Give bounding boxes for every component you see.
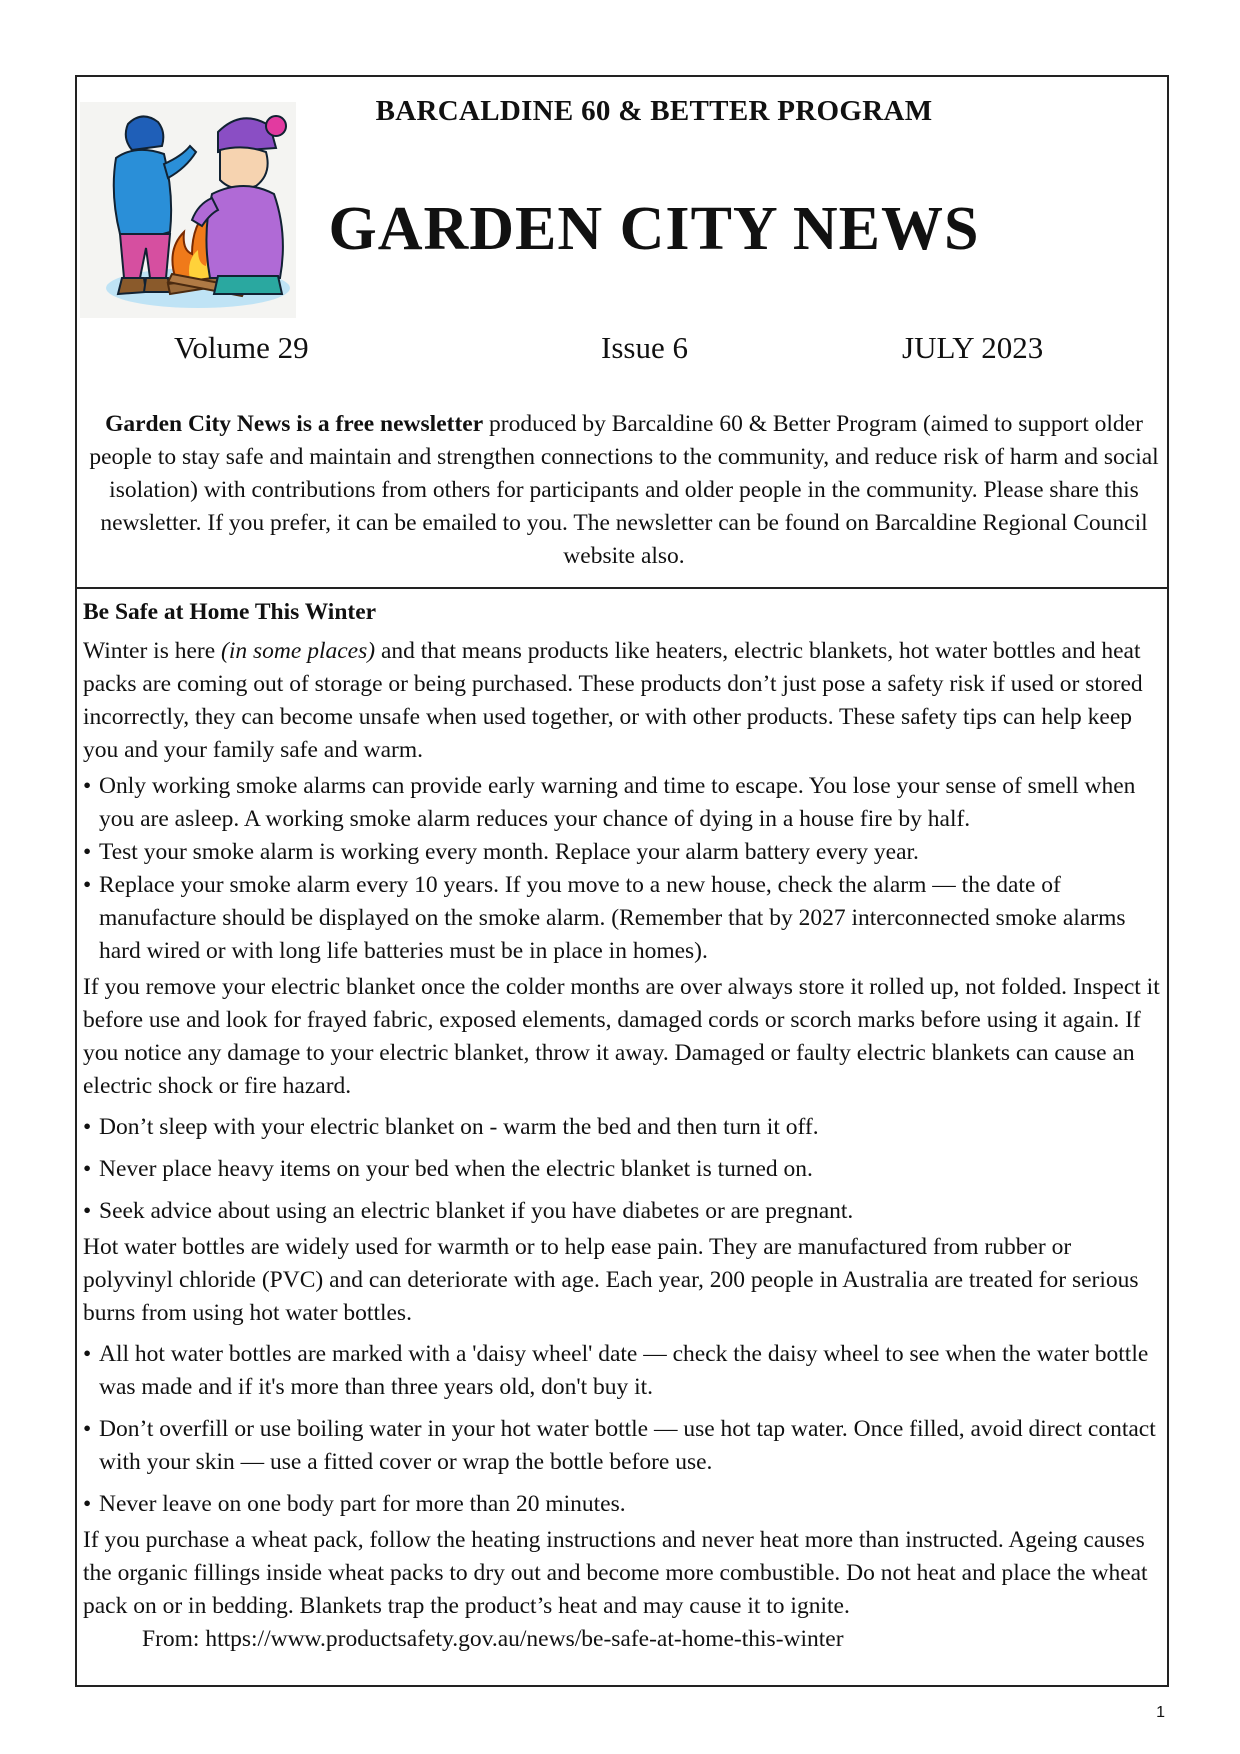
p1-text-end: and that means products like heaters, electric blankets, hot water bottles and heat packs are coming out of storage or being purchased. These products don’t just pose a safety risk if used or stored incorrectly, they can become unsafe when used together, or with other products. These safety tips can help keep you and your family safe and warm. bbox=[83, 638, 1143, 763]
p1-text-start: Winter is here bbox=[83, 638, 222, 664]
intro-text: produced by Barcaldine 60 & Better Program (aimed to support older people to stay safe and maintain and strengthen connections to the community, and reduce risk of harm and social isolation) with contributions from others for participants and older people in the community. Please share this newsletter. If you prefer, it can be emailed to you. The newsletter can be found on Barcaldine Regional Council website also. bbox=[89, 411, 1159, 569]
newsletter-frame bbox=[75, 75, 1169, 1687]
issue-date: JULY 2023 bbox=[902, 330, 1044, 365]
list-item: • Test your smoke alarm is working every month. Replace your alarm battery every year. bbox=[83, 836, 1165, 869]
list-item: • Never place heavy items on your bed when the electric blanket is turned on. bbox=[83, 1153, 1165, 1186]
program-name: BARCALDINE 60 & BETTER PROGRAM bbox=[375, 95, 933, 127]
list-item: • Only working smoke alarms can provide early warning and time to escape. You lose your sense of smell when you are asleep. A working smoke alarm reduces your chance of dying in a house fire by half. bbox=[83, 770, 1165, 836]
volume-label: Volume 29 bbox=[174, 330, 309, 365]
intro-paragraph bbox=[89, 408, 1159, 573]
list-item: • Never leave on one body part for more than 20 minutes. bbox=[83, 1488, 1165, 1521]
article-paragraph-3: Hot water bottles are widely used for warmth or to help ease pain. They are manufactured from rubber or polyvinyl chloride (PVC) and can deteriorate with age. Each year, 200 people in Australia are treated for serious burns from using hot water bottles. bbox=[83, 1234, 1139, 1326]
list-item: • Seek advice about using an electric blanket if you have diabetes or are pregnant. bbox=[83, 1195, 1165, 1228]
page-number: 1 bbox=[1156, 1704, 1165, 1721]
source-citation: From: https://www.productsafety.gov.au/news/be-safe-at-home-this-winter bbox=[142, 1626, 844, 1652]
newsletter-title: GARDEN CITY NEWS bbox=[328, 195, 980, 263]
list-item: • Don’t sleep with your electric blanket on - warm the bed and then turn it off. bbox=[83, 1111, 1165, 1144]
list-item: • Replace your smoke alarm every 10 years. If you move to a new house, check the alarm — the date of manufacture should be displayed on the smoke alarm. (Remember that by 2027 interconnected smoke alarms hard wired or with long life batteries must be in place in homes). bbox=[83, 869, 1165, 968]
electric-blanket-list bbox=[83, 1111, 1165, 1228]
article-be-safe-winter bbox=[83, 597, 1165, 1656]
article-paragraph-4: If you purchase a wheat pack, follow the heating instructions and never heat more than instructed. Ageing causes the organic fillings inside wheat packs to dry out and become more combustible. Do not heat and place the wheat pack on or in bedding. Blankets trap the product’s heat and may cause it to ignite. bbox=[83, 1527, 1148, 1619]
smoke-alarm-list bbox=[83, 770, 1165, 968]
article-heading: Be Safe at Home This Winter bbox=[83, 599, 377, 625]
intro-bold-text: Garden City News is a free newsletter bbox=[105, 411, 484, 437]
hot-water-bottle-list bbox=[83, 1338, 1165, 1521]
article-paragraph-2: If you remove your electric blanket once the colder months are over always store it rolled up, not folded. Inspect it before use and look for frayed fabric, exposed elements, damaged cords or scorch marks before using it again. If you notice any damage to your electric blanket, throw it away. Damaged or faulty electric blankets can cause an electric shock or fire hazard. bbox=[83, 974, 1160, 1099]
p1-italic-text: (in some places) bbox=[221, 638, 376, 664]
article-paragraph-1 bbox=[83, 635, 1165, 767]
masthead bbox=[77, 77, 1167, 589]
list-item: • Don’t overfill or use boiling water in your hot water bottle — use hot tap water. Once filled, avoid direct contact with your skin — use a fitted cover or wrap the bottle before use. bbox=[83, 1413, 1165, 1479]
list-item: • All hot water bottles are marked with a 'daisy wheel' date — check the daisy wheel to see when the water bottle was made and if it's more than three years old, don't buy it. bbox=[83, 1338, 1165, 1404]
issue-label: Issue 6 bbox=[601, 330, 688, 365]
